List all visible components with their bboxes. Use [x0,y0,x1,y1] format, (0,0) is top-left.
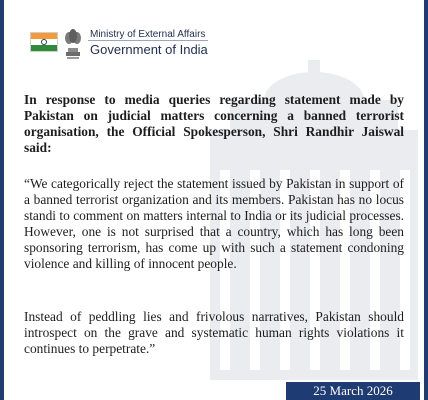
mea-header [30,24,250,68]
statement-paragraph-2: Instead of peddling lies and frivolous narratives, Pakistan should introspect on the grave and systematic human rights violations it continues to perpetrate.” [24,309,404,356]
left-border [0,0,4,400]
header-divider [88,40,208,41]
government-name: Government of India [90,42,208,57]
statement-intro: In response to media queries regarding statement made by Pakistan on judicial matters concerning a banned terrorist organisation, the Official Spokesperson, Shri Randhir Jaiswal said: [24,92,404,155]
india-flag-icon [30,32,58,52]
ministry-name: Ministry of External Affairs [90,29,206,40]
national-emblem-icon [63,24,83,62]
date-badge: 25 March 2026 [286,382,420,400]
statement-paragraph-1: “We categorically reject the statement issued by Pakistan in support of a banned terrorist organization and its members. Pakistan has no locus standi to comment on matters internal to India or its judicial processes. However, one is not surprised that a country, which has long been sponsoring terrorism, has come up with such a statement condoning violence and killing of innocent people. [24,176,404,271]
